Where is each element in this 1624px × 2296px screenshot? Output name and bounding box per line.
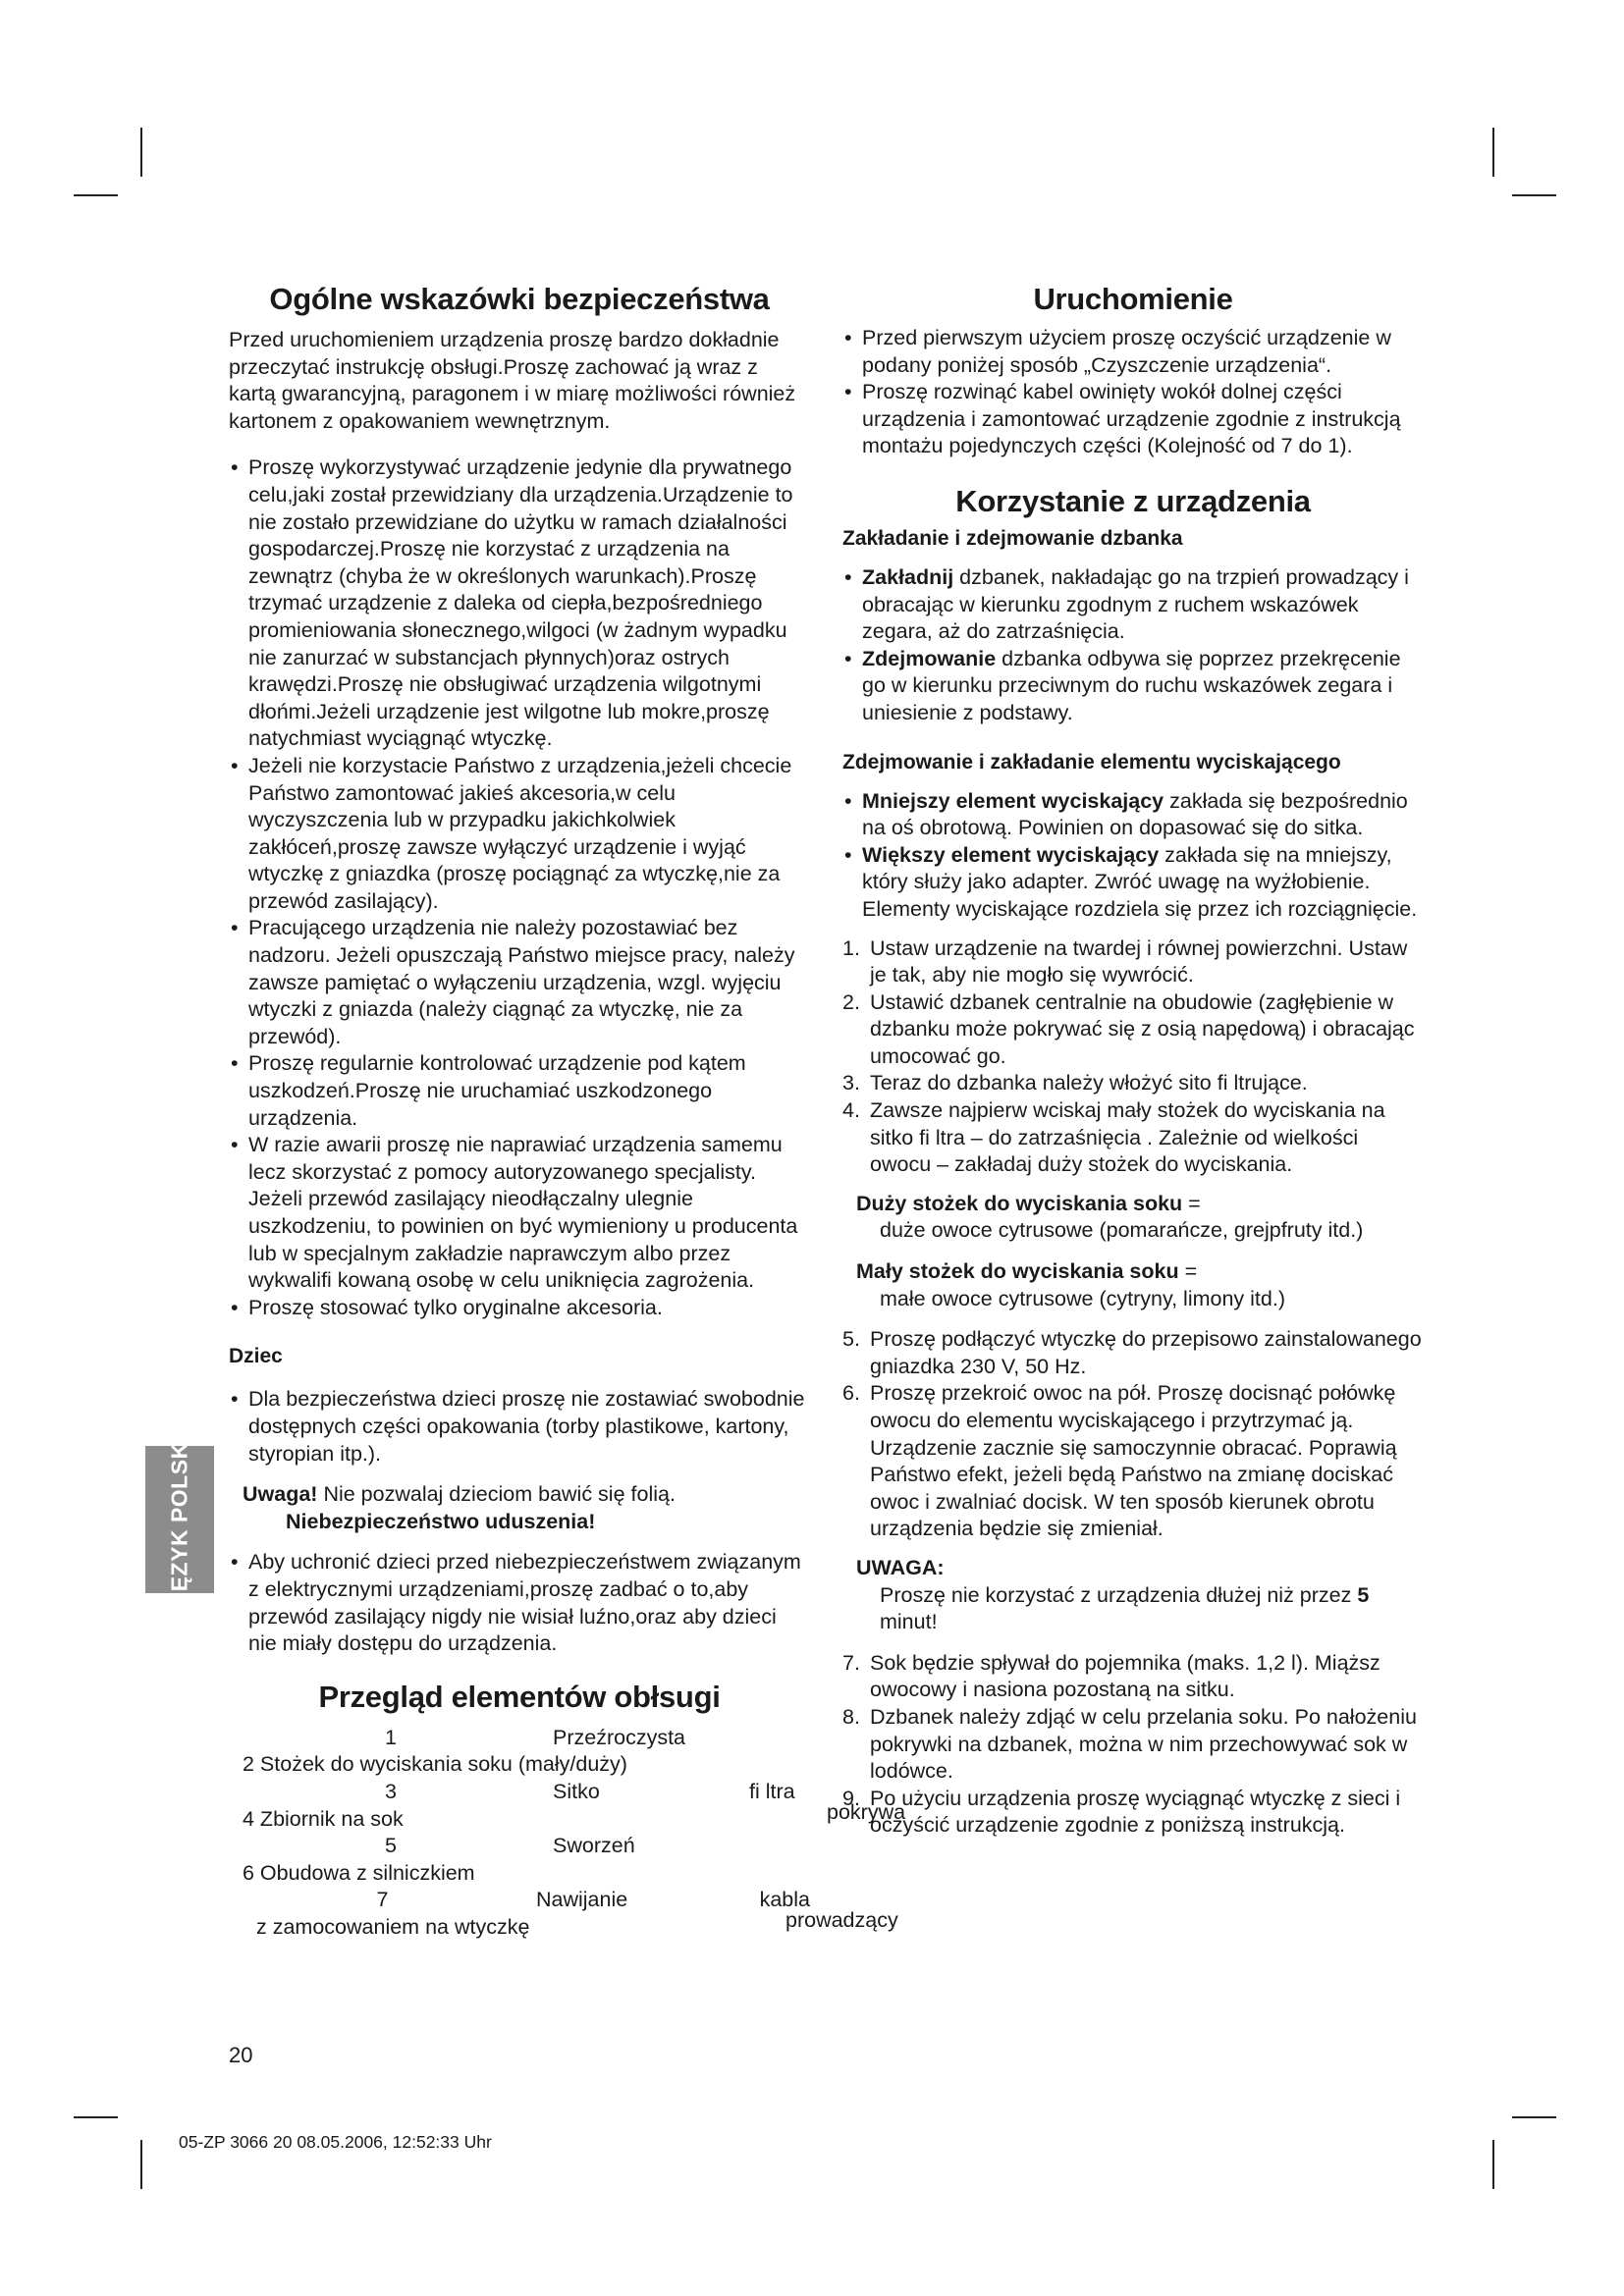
step-item: 5. Proszę podłączyć wtyczkę do przepisowo zainstalowanego gniazdka 230 V, 50 Hz. xyxy=(842,1326,1424,1380)
overview-name: 6 Obudowa z silniczkiem xyxy=(243,1860,475,1885)
caution-text xyxy=(856,1582,1424,1636)
steps-list-a xyxy=(842,935,1424,1179)
cone-item xyxy=(842,842,1424,924)
cone-item-strong: Mniejszy element wyciskający xyxy=(862,788,1164,813)
overview-name-cont: kabla xyxy=(759,1888,810,1912)
caution-text-main: Proszę nie korzystać z urządzenia dłużej niż przez xyxy=(880,1582,1358,1607)
step-item: 2. Ustawić dzbanek centralnie na obudowie (zagłębienie w dzbanku może pokrywać się z osią napędową) i obracając umocować go. xyxy=(842,989,1424,1071)
crop-mark xyxy=(140,2140,142,2189)
safety-item: • Pracującego urządzenia nie należy pozostawiać bez nadzoru. Jeżeli opuszczają Państwo miejsce pracy, należy zawsze pamiętać o wyłączeniu urządzenia, wzgl. wyjęciu wtyczki z gniazda (należy ciągnąć za wtyczkę, nie za przewód). xyxy=(229,915,810,1050)
step-item: 3. Teraz do dzbanka należy włożyć sito fi ltrujące. xyxy=(842,1070,1424,1097)
left-column xyxy=(229,280,810,1941)
overview-num: 3 xyxy=(385,1779,397,1803)
overview-name: 2 Stożek do wyciskania soku (mały/duży) xyxy=(243,1752,627,1777)
overview-row xyxy=(229,1751,810,1779)
overview-name: z zamocowaniem na wtyczkę xyxy=(256,1914,530,1939)
overview-name: 4 Zbiornik na sok xyxy=(243,1806,404,1831)
crop-mark xyxy=(1492,2140,1494,2189)
overview-list xyxy=(229,1725,810,1942)
language-tab-label: JĘZYK POLSKI xyxy=(166,1434,192,1605)
overview-name-cont: pokrywa xyxy=(827,1800,906,1824)
overview-num: 7 xyxy=(376,1888,389,1912)
overview-name: Sworzeń xyxy=(553,1834,635,1858)
startup-title: Uruchomienie xyxy=(1033,282,1233,316)
overview-name: Sitko xyxy=(553,1779,600,1803)
caution-title: UWAGA: xyxy=(856,1555,945,1579)
small-cone-eq: = xyxy=(1178,1259,1198,1284)
language-tab xyxy=(145,1434,214,1605)
crop-mark xyxy=(1512,2116,1556,2118)
page-number: 20 xyxy=(229,2043,253,2067)
startup-item: • Proszę rozwinąć kabel owinięty wokół dolnej części urządzenia i zamontować urządzenie zgodnie z instrukcją montażu pojedynczych części (Kolejność od 7 do 1). xyxy=(842,379,1424,460)
cone-item-text: zakłada się bezpośrednio na oś obrotową. Powinien on dopasować się do sitka. xyxy=(862,788,1408,840)
safety-item: • W razie awarii proszę nie naprawiać urządzenia samemu lecz skorzystać z pomocy autoryzowanego specjalisty. Jeżeli przewód zasilający nieodłączalny ulegnie uszkodzeniu, to powinien on być wymieniony u producenta lub w specjalnym zakładzie naprawczym albo przez wykwalifi kowaną osobę w celu uniknięcia zagrożenia. xyxy=(229,1132,810,1295)
jug-item xyxy=(842,564,1424,646)
jug-item-text: dzbanek, nakładając go na trzpień prowadzący i obracając w kierunku zgodnym z ruchem wskazówek zegara, aż do zatrzaśnięcia. xyxy=(862,564,1409,644)
overview-row xyxy=(229,1860,810,1888)
overview-row xyxy=(229,1806,810,1834)
small-cone-text: małe owoce cytrusowe (cytryny, limony itd.) xyxy=(880,1286,1285,1310)
overview-row xyxy=(229,1914,810,1942)
children-list xyxy=(229,1386,810,1468)
crop-mark xyxy=(74,194,118,196)
cone-item-strong: Większy element wyciskający xyxy=(862,842,1160,867)
overview-num: 5 xyxy=(385,1834,397,1858)
cone-list xyxy=(842,788,1424,924)
overview-row xyxy=(229,1779,810,1806)
safety-intro: Przed uruchomieniem urządzenia proszę bardzo dokładnie przeczytać instrukcję obsługi.Proszę zachować ją wraz z kartą gwarancyjną, paragonem i w miarę możliwości również kartonem z opakowaniem wewnętrznym. xyxy=(229,328,796,433)
warning-label: Uwaga! xyxy=(243,1482,318,1507)
step-item: 9. Po użyciu urządzenia proszę wyciągnąć wtyczkę z sieci i oczyścić urządzenie zgodnie z poniższą instrukcją. xyxy=(842,1786,1424,1840)
steps-list-b xyxy=(842,1326,1424,1543)
step-item: 8. Dzbanek należy zdjąć w celu przelania soku. Po nałożeniu pokrywki na dzbanek, można w nim przechowywać sok w lodówce. xyxy=(842,1704,1424,1786)
safety-list xyxy=(229,454,810,1321)
crop-mark xyxy=(1512,194,1556,196)
overview-row xyxy=(229,1887,810,1914)
children-title: Dziec xyxy=(229,1345,283,1368)
overview-row xyxy=(229,1725,810,1752)
warning-strong: Niebezpieczeństwo uduszenia! xyxy=(286,1509,596,1533)
steps-list-c xyxy=(842,1650,1424,1840)
children-item: • Dla bezpieczeństwa dzieci proszę nie zostawiać swobodnie dostępnych części opakowania (torby plastikowe, kartony, styropian itp.). xyxy=(229,1386,810,1468)
caution-unit: minut! xyxy=(880,1610,938,1634)
warning-text: Nie pozwalaj dzieciom bawić się folią. xyxy=(317,1482,676,1507)
safety-item: • Proszę regularnie kontrolować urządzenie pod kątem uszkodzeń.Proszę nie uruchamiać uszkodzonego urządzenia. xyxy=(229,1050,810,1132)
cone-item xyxy=(842,788,1424,842)
jug-item-strong: Zakładnij xyxy=(862,564,954,589)
crop-mark xyxy=(140,128,142,177)
overview-name-cont: fi ltra xyxy=(749,1779,795,1803)
small-cone-title: Mały stożek do wyciskania soku xyxy=(856,1259,1179,1284)
startup-list xyxy=(842,325,1424,460)
big-cone-title: Duży stożek do wyciskania soku xyxy=(856,1191,1183,1215)
step-item: 1. Ustaw urządzenie na twardej i równej powierzchni. Ustaw je tak, aby nie mogło się wywrócić. xyxy=(842,935,1424,989)
step-item: 7. Sok będzie spływał do pojemnika (maks. 1,2 l). Miąższ owocowy i nasiona pozostaną na sitku. xyxy=(842,1650,1424,1704)
safety-title: Ogólne wskazówki bezpieczeństwa xyxy=(269,282,770,316)
cone-item-text: zakłada się na mniejszy, który służy jako adapter. Zwróć uwagę na wyżłobienie. Elementy wyciskające rozdziela się przez ich rozciągnięcie. xyxy=(862,842,1418,921)
safety-item: • Proszę wykorzystywać urządzenie jedynie dla prywatnego celu,jaki został przewidziany dla urządzenia.Urządzenie to nie zostało przewidziane do użytku w ramach działalności gospodarczej.Proszę nie korzystać z urządzenia na zewnątrz (chyba że w określonych warunkach).Proszę trzymać urządzenie z daleka od ciepła,bezpośredniego promieniowania słonecznego,wilgoci (w żadnym wypadku nie zanurzać w substancjach płynnych)oraz ostrych krawędzi.Proszę nie obsługiwać urządzenia wilgotnymi dłońmi.Jeżeli urządzenie jest wilgotne lub mokre,proszę natychmiast wyciągnąć wtyczkę. xyxy=(229,454,810,753)
big-cone-note xyxy=(842,1191,1424,1245)
usage-title: Korzystanie z urządzenia xyxy=(955,483,1311,518)
jug-item-text: dzbanka odbywa się poprzez przekręcenie go w kierunku przeciwnym do ruchu wskazówek zegara i uniesienie z podstawy. xyxy=(862,646,1401,724)
right-column xyxy=(842,280,1424,1840)
jug-list xyxy=(842,564,1424,727)
overview-name-cont: prowadzący xyxy=(785,1908,898,1933)
big-cone-eq: = xyxy=(1182,1191,1201,1215)
caution-num: 5 xyxy=(1357,1582,1370,1607)
jug-title: Zakładanie i zdejmowanie dzbanka xyxy=(842,526,1183,550)
crop-mark xyxy=(1492,128,1494,177)
overview-name: Nawijanie xyxy=(535,1888,628,1912)
caution-note xyxy=(842,1555,1424,1636)
step-item: 6. Proszę przekroić owoc na pół. Proszę docisnąć połówkę owocu do elementu wyciskającego i przytrzymać ją. Urządzenie zacznie się samoczynnie obracać. Poprawią Państwo efekt, jeżeli będą Państwo na zmianę dociskać owoc i zwalniać docisk. W ten sposób kierunek obrotu urządzenia będzie się zmieniał. xyxy=(842,1380,1424,1543)
cone-title: Zdejmowanie i zakładanie elementu wyciskającego xyxy=(842,750,1341,774)
crop-mark xyxy=(74,2116,118,2118)
startup-item: • Przed pierwszym użyciem proszę oczyścić urządzenie w podany poniżej sposób „Czyszczenie urządzenia“. xyxy=(842,325,1424,379)
step-item: 4. Zawsze najpierw wciskaj mały stożek do wyciskania na sitko fi ltra – do zatrzaśnięcia . Zależnie od wielkości owocu – zakładaj duży stożek do wyciskania. xyxy=(842,1097,1424,1179)
safety-item: • Proszę stosować tylko oryginalne akcesoria. xyxy=(229,1295,810,1322)
jug-item-strong: Zdejmowanie xyxy=(862,646,997,670)
jug-item xyxy=(842,646,1424,727)
big-cone-text: duże owoce cytrusowe (pomarańcze, grejpfruty itd.) xyxy=(880,1218,1364,1243)
children-item: • Aby uchronić dzieci przed niebezpieczeństwem związanym z elektrycznymi urządzeniami,proszę zadbać o to,aby przewód zasilający nigdy nie wisiał luźno,oraz aby dzieci nie miały dostępu do urządzenia. xyxy=(229,1549,810,1657)
children-list-2 xyxy=(229,1549,810,1657)
overview-title: Przegląd elementów obłsugi xyxy=(318,1679,721,1714)
overview-num: 1 xyxy=(385,1725,397,1749)
warning xyxy=(229,1481,810,1535)
safety-item: • Jeżeli nie korzystacie Państwo z urządzenia,jeżeli chcecie Państwo zamontować jakieś akcesoria,w celu wyczyszczenia lub w przypadku jakichkolwiek zakłóceń,proszę zawsze wyłączyć urządzenie i wyjąć wtyczkę z gniazdka (proszę pociągnąć za wtyczkę,nie za przewód zasilający). xyxy=(229,753,810,916)
print-footer: 05-ZP 3066 20 08.05.2006, 12:52:33 Uhr xyxy=(179,2132,492,2152)
overview-row xyxy=(229,1833,810,1860)
small-cone-note xyxy=(842,1258,1424,1312)
overview-name: Przeźroczysta xyxy=(553,1725,686,1749)
